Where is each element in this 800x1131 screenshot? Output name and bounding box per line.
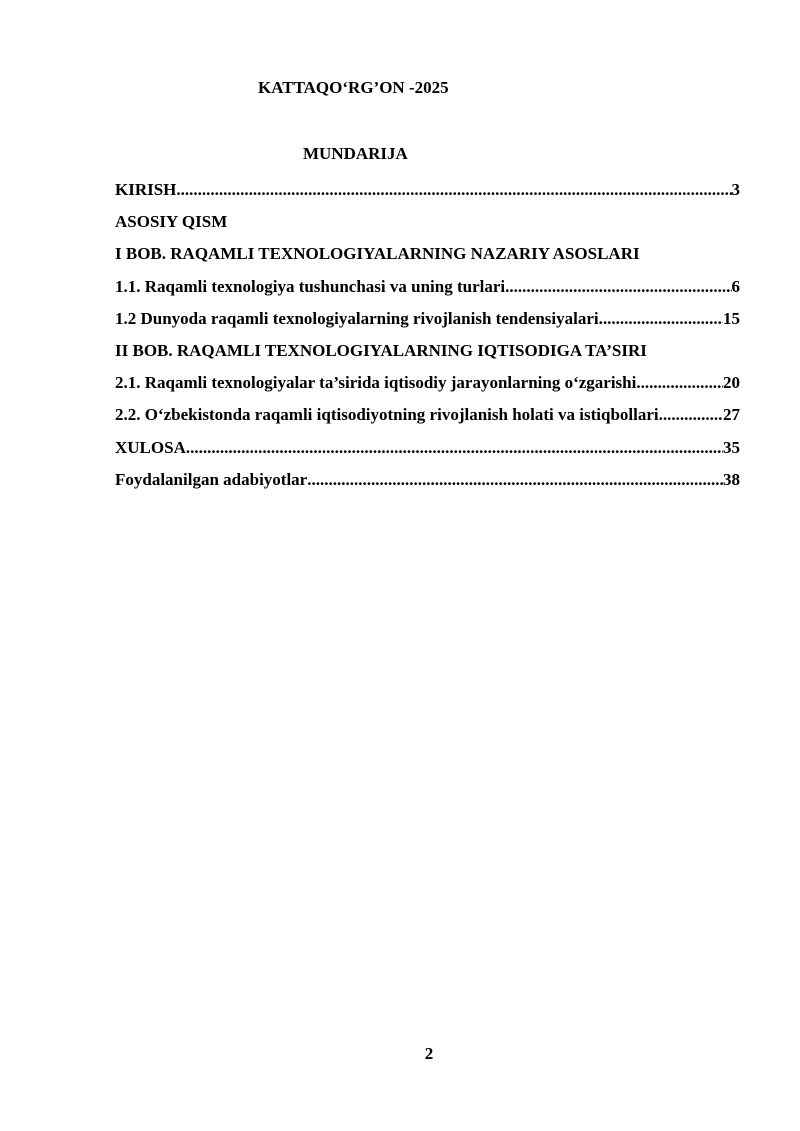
toc-entry-label: I BOB. RAQAMLI TEXNOLOGIYALARNING NAZARIY ASOSLARI <box>115 244 640 264</box>
toc-entry-label: ASOSIY QISM <box>115 212 228 232</box>
toc-heading-chapter-1 <box>115 238 740 270</box>
toc-dot-leader <box>636 373 723 393</box>
toc-dot-leader <box>663 405 723 425</box>
toc-entry-2-1 <box>115 367 740 399</box>
toc-entry-1-2 <box>115 303 740 335</box>
toc-entry-1-1 <box>115 271 740 303</box>
toc-dot-leader <box>599 309 723 329</box>
toc-entry-page: 6 <box>731 276 740 296</box>
toc-entry-label: 1.1. Raqamli texnologiya tushunchasi va uning turlari <box>115 276 506 296</box>
toc-entry-label: 2.2. O‘zbekistonda raqamli iqtisodiyotning rivojlanish holati va istiqbollari. <box>115 405 663 425</box>
toc-entry-page: 38 <box>723 469 740 489</box>
toc-entry-kirish <box>115 174 740 206</box>
toc-entry-label: 2.1. Raqamli texnologiyalar ta’sirida iqtisodiy jarayonlarning o‘zgarishi <box>115 373 637 393</box>
toc-entry-page: 15 <box>723 308 740 328</box>
toc-entry-page: 35 <box>723 437 740 457</box>
page-number: 2 <box>424 1044 434 1063</box>
table-of-contents-title: MUNDARIJA <box>303 144 408 163</box>
table-of-contents <box>115 174 740 496</box>
toc-entry-xulosa <box>115 432 740 464</box>
toc-entry-page: 27 <box>723 405 740 425</box>
toc-dot-leader <box>186 438 723 458</box>
toc-entry-references <box>115 464 740 496</box>
toc-entry-label: XULOSA <box>115 437 186 457</box>
toc-entry-label: II BOB. RAQAMLI TEXNOLOGIYALARNING IQTISODIGA TA’SIRI <box>115 341 647 361</box>
toc-heading-chapter-2 <box>115 335 740 367</box>
toc-heading-asosiy-qism <box>115 206 740 238</box>
toc-entry-2-2 <box>115 399 740 431</box>
toc-entry-label: Foydalanilgan adabiyotlar <box>115 469 308 489</box>
toc-dot-leader <box>176 180 731 200</box>
toc-entry-page: 3 <box>731 180 740 200</box>
toc-dot-leader <box>307 470 723 490</box>
toc-entry-page: 20 <box>723 373 740 393</box>
toc-entry-label: KIRISH <box>115 180 177 200</box>
city-year-heading: KATTAQO‘RG’ON -2025 <box>258 78 449 97</box>
toc-entry-label: 1.2 Dunyoda raqamli texnologiyalarning rivojlanish tendensiyalari <box>115 308 599 328</box>
toc-dot-leader <box>505 277 731 297</box>
